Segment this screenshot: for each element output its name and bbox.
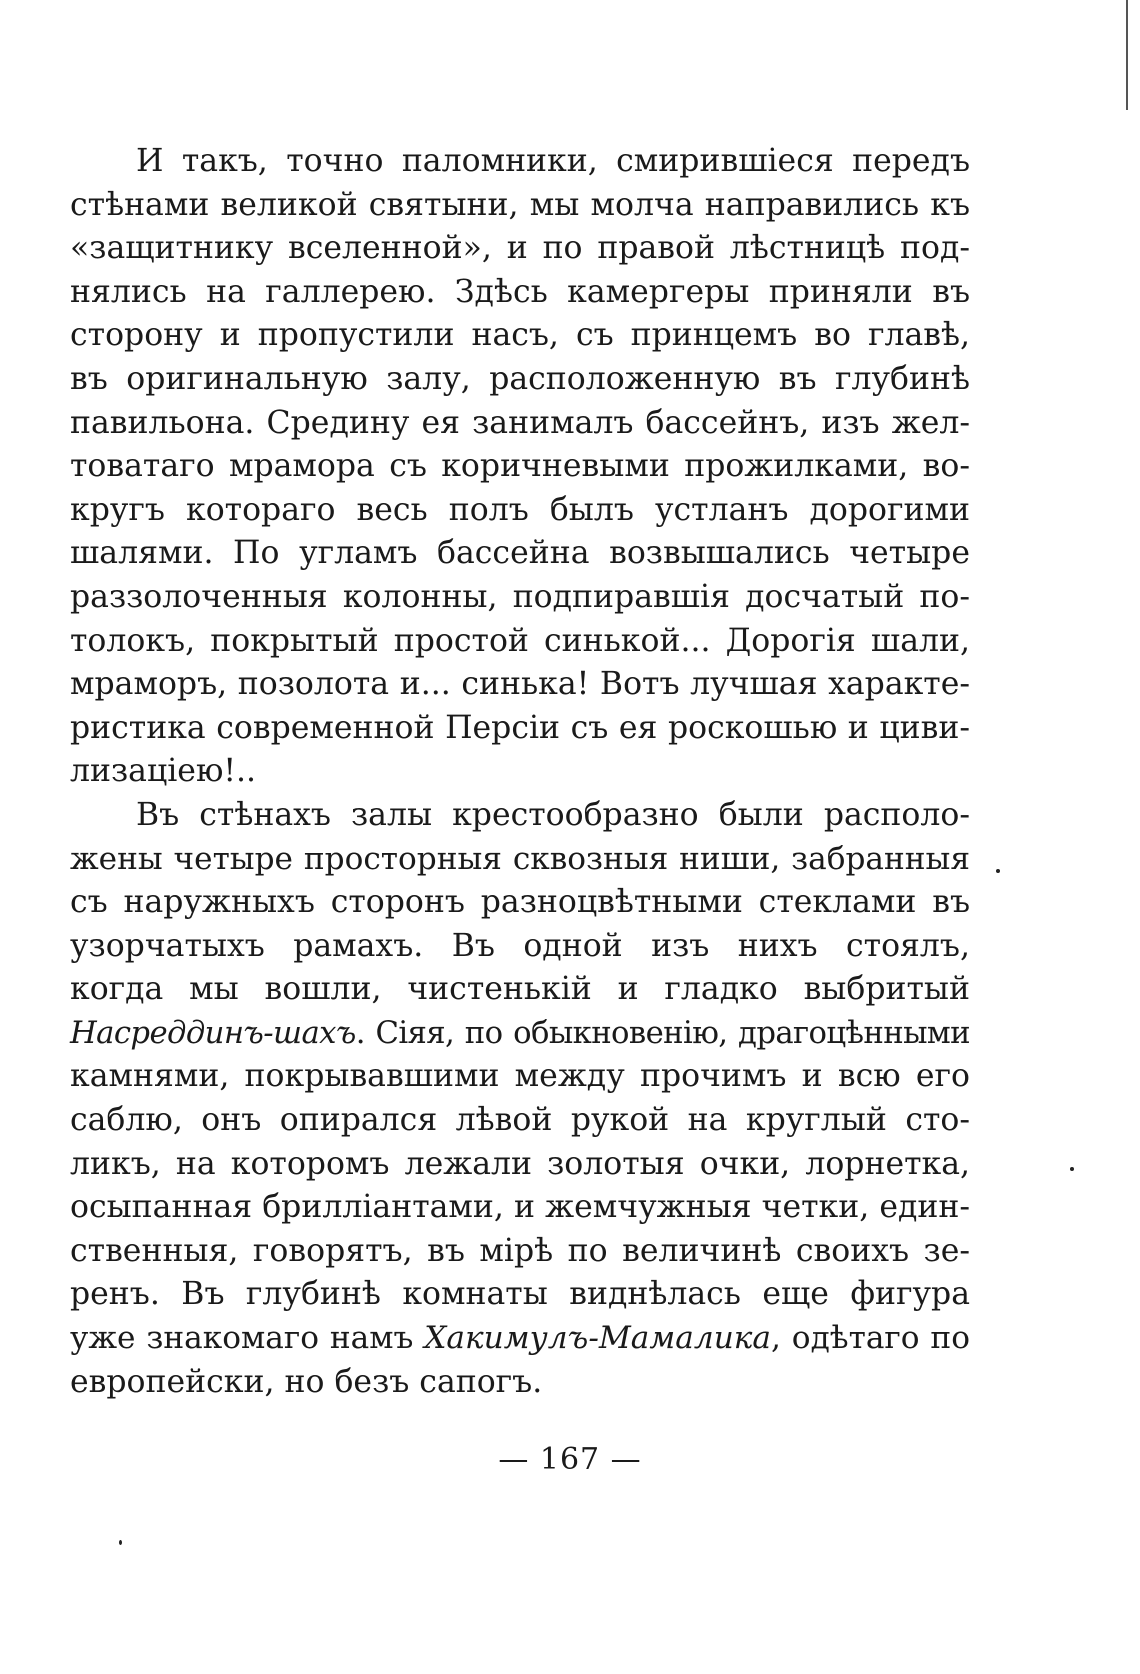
body-text [70, 140, 970, 1404]
text-line: толокъ, покрытый простой синькой... Дорогія шали, [70, 622, 970, 659]
text-line: ственныя, говорятъ, въ мірѣ по величинѣ своихъ зе- [70, 1232, 970, 1269]
ink-speck [996, 869, 1000, 873]
text-line: кругъ котораго весь полъ былъ устланъ дорогими [70, 491, 970, 528]
text-line: жены четыре просторныя сквозныя ниши, забранныя [70, 840, 970, 877]
text-line: когда мы вошли, чистенькій и гладко выбритый [70, 971, 970, 1008]
text-line: саблю, онъ опирался лѣвой рукой на круглый сто- [70, 1102, 970, 1139]
ink-speck [1070, 1167, 1074, 1171]
text-line: И такъ, точно паломники, смирившіеся передъ [136, 143, 970, 179]
text-line: Въ стѣнахъ залы крестообразно были располо- [136, 796, 970, 833]
italic-name: Хакимулъ-Мамалика [424, 1320, 772, 1357]
text-line: Насреддинъ-шахъ. Сіяя, по обыкновенію, драгоцѣнными [70, 1015, 970, 1051]
text-line: ликъ, на которомъ лежали золотыя очки, лорнетка, [70, 1145, 970, 1182]
text-line: уже знакомаго намъ Хакимулъ-Мамалика, одѣтаго по [70, 1320, 970, 1357]
text-line: ристика современной Персіи съ ея роскошью и циви- [70, 709, 970, 746]
text-line: съ наружныхъ сторонъ разноцвѣтными стеклами въ [70, 884, 970, 921]
text-line: ренъ. Въ глубинѣ комнаты виднѣлась еще фигура [70, 1276, 970, 1313]
text-line: сторону и пропустили насъ, съ принцемъ во главѣ, [70, 317, 970, 354]
text-line: шалями. По угламъ бассейна возвышались четыре [70, 535, 970, 572]
text-line: европейски, но безъ сапогъ. [70, 1363, 543, 1400]
text-line: павильона. Средину ея занималъ бассейнъ, изъ жел- [70, 404, 970, 441]
text-line: раззолоченныя колонны, подпиравшія досчатый по- [70, 578, 970, 615]
text-line: мраморъ, позолота и... синька! Вотъ лучшая характе- [70, 666, 970, 703]
text-line: лизаціею!.. [70, 753, 257, 790]
text-line: осыпанная брилліантами, и жемчужныя четки, един- [70, 1189, 970, 1226]
text-line: товатаго мрамора съ коричневыми прожилками, во- [70, 448, 970, 485]
page-edge-line [1126, 0, 1128, 110]
text-line: «защитнику вселенной», и по правой лѣстницѣ под- [70, 230, 970, 267]
text-line: стѣнами великой святыни, мы молча направились къ [70, 186, 970, 223]
text-line: въ оригинальную залу, расположенную въ глубинѣ [70, 360, 970, 397]
page-number: — 167 — [498, 1442, 642, 1477]
italic-name: Насреддинъ-шахъ [70, 1015, 356, 1051]
text-line: нялись на галлерею. Здѣсь камергеры приняли въ [70, 273, 970, 310]
ink-speck [119, 1540, 122, 1545]
text-line: камнями, покрывавшими между прочимъ и всю его [70, 1058, 970, 1095]
text-line: узорчатыхъ рамахъ. Въ одной изъ нихъ стоялъ, [70, 927, 970, 964]
